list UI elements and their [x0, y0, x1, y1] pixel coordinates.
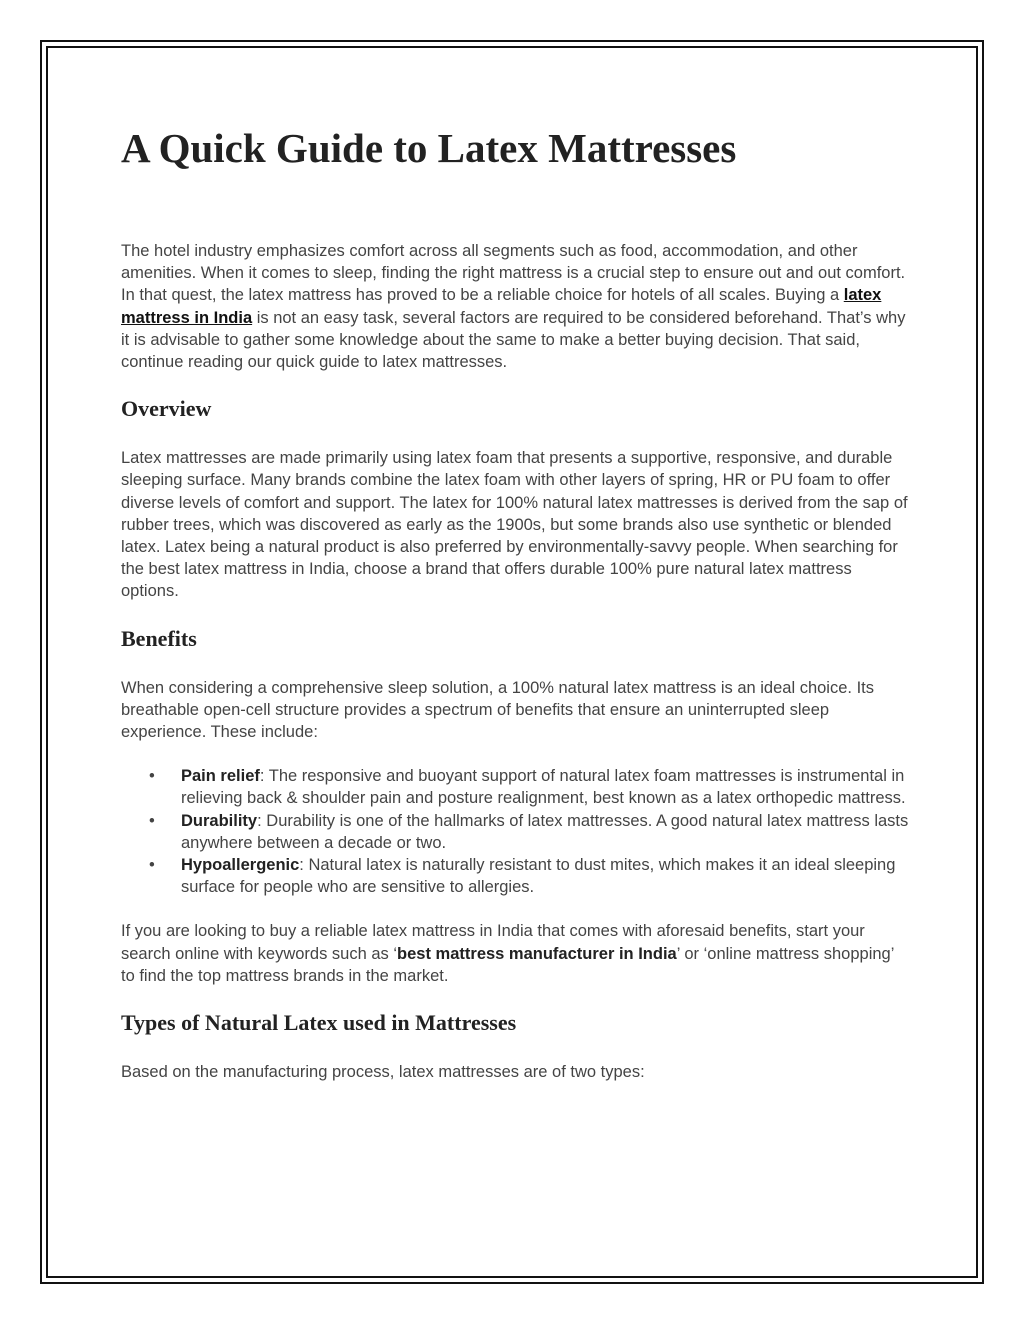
overview-paragraph: Latex mattresses are made primarily using latex foam that presents a supportive, responsive, and durable sleeping surface. Many brands combine the latex foam with other layers of spring, HR or PU foam to offer diverse levels of comfort and support. The latex for 100% natural latex mattresses is derived from the sap of rubber trees, which was discovered as early as the 1900s, but some brands also use synthetic or blended latex. Latex being a natural product is also preferred by environmentally-savvy people. When searching for the best latex mattress in India, choose a brand that offers durable 100% pure natural latex mattress options.: [121, 449, 908, 601]
types-heading: Types of Natural Latex used in Mattresses: [121, 1010, 517, 1036]
benefits-list: [121, 765, 911, 898]
keyword-bold: best mattress manufacturer in India: [397, 944, 677, 963]
benefit-description: : The responsive and buoyant support of natural latex foam mattresses is instrumental in relieving back & shoulder pain and posture realignment, best known as a latex orthopedic mattress.: [181, 767, 906, 808]
intro-text-before-link: The hotel industry emphasizes comfort across all segments such as food, accommodation, and other amenities. When it comes to sleep, finding the right mattress is a crucial step to ensure out and out comfort. In that quest, the latex mattress has proved to be a reliable choice for hotels of all scales. Buying a: [121, 242, 906, 305]
benefit-term: Durability: [181, 811, 258, 830]
bullet-icon: •: [149, 856, 155, 875]
document-body: [121, 122, 911, 1083]
page-title: A Quick Guide to Latex Mattresses: [121, 125, 737, 171]
list-item: [149, 854, 911, 898]
overview-heading: Overview: [121, 396, 212, 422]
intro-paragraph: [121, 240, 911, 373]
closing-text-after: ’ or ‘online mattress shopping’ to find the top mattress brands in the market.: [121, 944, 894, 985]
benefit-term: Hypoallergenic: [181, 856, 300, 875]
intro-text-after-link: is not an easy task, several factors are required to be considered beforehand. That’s why it is advisable to gather some knowledge about the same to make a better buying decision. That said, continue reading our quick guide to latex mattresses.: [121, 308, 906, 372]
benefit-description: : Natural latex is naturally resistant to dust mites, which makes it an ideal sleeping surface for people who are sensitive to allergies.: [181, 856, 896, 897]
benefit-description: : Durability is one of the hallmarks of latex mattresses. A good natural latex mattress lasts anywhere between a decade or two.: [181, 811, 909, 852]
types-paragraph: Based on the manufacturing process, latex mattresses are of two types:: [121, 1063, 645, 1082]
bullet-icon: •: [149, 811, 155, 830]
latex-mattress-link[interactable]: latex mattress in India: [121, 286, 882, 327]
list-item: [149, 810, 911, 854]
list-item: [149, 765, 911, 809]
benefits-paragraph: When considering a comprehensive sleep solution, a 100% natural latex mattress is an ideal choice. Its breathable open-cell structure provides a spectrum of benefits that ensure an uninterrupted sleep experience. These include:: [121, 678, 874, 742]
closing-text-before: If you are looking to buy a reliable latex mattress in India that comes with aforesaid benefits, start your search online with keywords such as ‘: [121, 922, 865, 963]
bullet-icon: •: [149, 767, 155, 786]
benefits-heading: Benefits: [121, 625, 197, 651]
benefit-term: Pain relief: [181, 767, 260, 786]
closing-paragraph: [121, 920, 911, 987]
